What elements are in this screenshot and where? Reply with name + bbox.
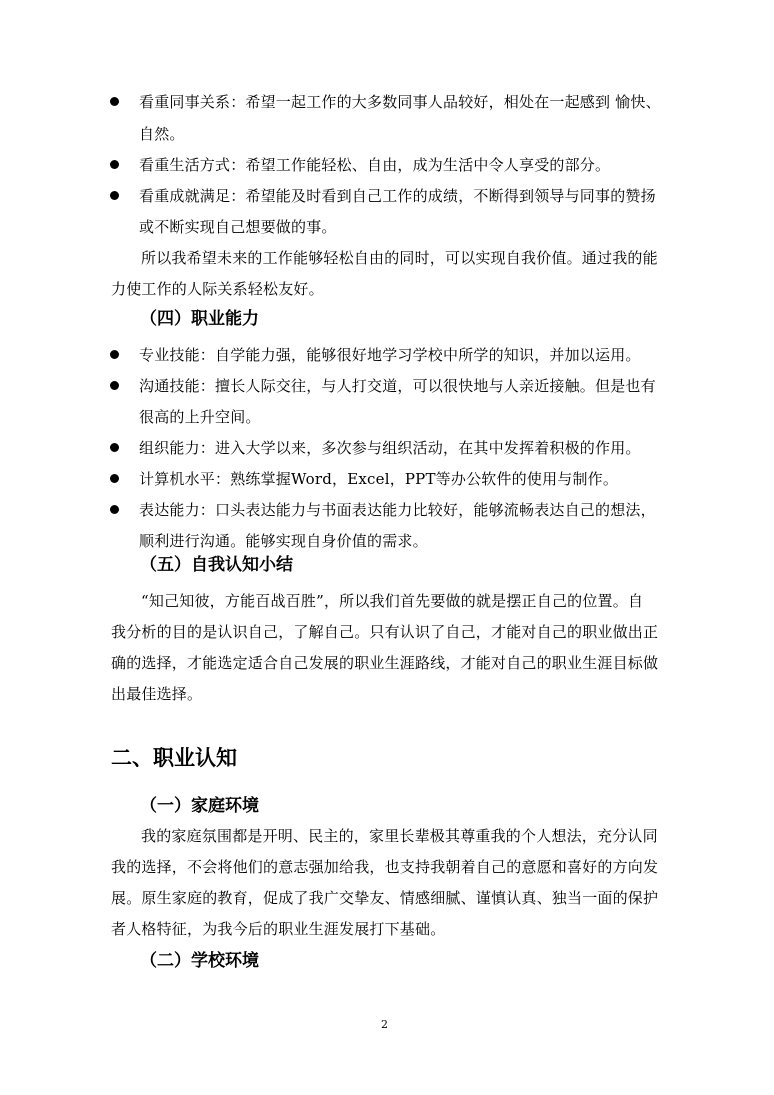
bullet-icon bbox=[110, 350, 119, 359]
bullet-icon bbox=[110, 160, 119, 169]
bullet-icon bbox=[110, 505, 119, 514]
list-item: 看重生活方式：希望工作能轻松、自由，成为生活中令人享受的部分。 bbox=[139, 156, 611, 174]
section-heading: （五）自我认知小结 bbox=[140, 555, 293, 575]
paragraph-line: 力使工作的人际关系轻松友好。 bbox=[111, 280, 324, 298]
bullet-icon bbox=[110, 381, 119, 390]
list-item: 组织能力：进入大学以来，多次参与组织活动，在其中发挥着积极的作用。 bbox=[139, 439, 641, 457]
chapter-heading: 二、职业认知 bbox=[111, 746, 237, 770]
list-item-continuation: 很高的上升空间。 bbox=[139, 408, 261, 426]
bullet-icon bbox=[110, 443, 119, 452]
bullet-icon bbox=[110, 97, 119, 106]
list-item-continuation: 或不断实现自己想要做的事。 bbox=[139, 218, 337, 236]
section-heading: （一）家庭环境 bbox=[140, 796, 259, 816]
section-heading: （二）学校环境 bbox=[140, 951, 259, 971]
paragraph-line: 我分析的目的是认识自己，了解自己。只有认识了自己，才能对自己的职业做出正 bbox=[111, 623, 659, 641]
list-item: 沟通技能：擅长人际交往，与人打交道，可以很快地与人亲近接触。但是也有 bbox=[139, 377, 656, 395]
list-item: 专业技能：自学能力强，能够很好地学习学校中所学的知识，并加以运用。 bbox=[139, 346, 641, 364]
paragraph-line: 展。原生家庭的教育，促成了我广交挚友、情感细腻、谨慎认真、独当一面的保护 bbox=[111, 889, 659, 907]
list-item: 表达能力：口头表达能力与书面表达能力比较好，能够流畅表达自己的想法， bbox=[139, 501, 656, 519]
page-number: 2 bbox=[381, 1018, 388, 1031]
list-item: 看重同事关系：希望一起工作的大多数同事人品较好，相处在一起感到 愉快、 bbox=[139, 93, 661, 111]
list-item: 计算机水平：熟练掌握Word，Excel，PPT等办公软件的使用与制作。 bbox=[139, 470, 619, 488]
paragraph-line: 出最佳选择。 bbox=[111, 685, 203, 703]
bullet-icon bbox=[110, 191, 119, 200]
section-heading: （四）职业能力 bbox=[140, 309, 259, 329]
paragraph-line: 者人格特征，为我今后的职业生涯发展打下基础。 bbox=[111, 920, 446, 938]
paragraph-line: 我的家庭氛围都是开明、民主的，家里长辈极其尊重我的个人想法，充分认同 bbox=[141, 827, 658, 845]
paragraph-line: 所以我希望未来的工作能够轻松自由的同时，可以实现自我价值。通过我的能 bbox=[141, 249, 658, 267]
bullet-icon bbox=[110, 474, 119, 483]
list-item-continuation: 顺利进行沟通。能够实现自身价值的需求。 bbox=[139, 532, 428, 550]
list-item: 看重成就满足：希望能及时看到自己工作的成绩，不断得到领导与同事的赞扬 bbox=[139, 187, 656, 205]
list-item-continuation: 自然。 bbox=[139, 125, 185, 143]
paragraph-line: 确的选择，才能选定适合自己发展的职业生涯路线，才能对自己的职业生涯目标做 bbox=[111, 654, 659, 672]
paragraph-line: 我的选择，不会将他们的意志强加给我，也支持我朝着自己的意愿和喜好的方向发 bbox=[111, 858, 659, 876]
paragraph-line: “知己知彼，方能百战百胜”，所以我们首先要做的就是摆正自己的位置。自 bbox=[141, 592, 644, 610]
